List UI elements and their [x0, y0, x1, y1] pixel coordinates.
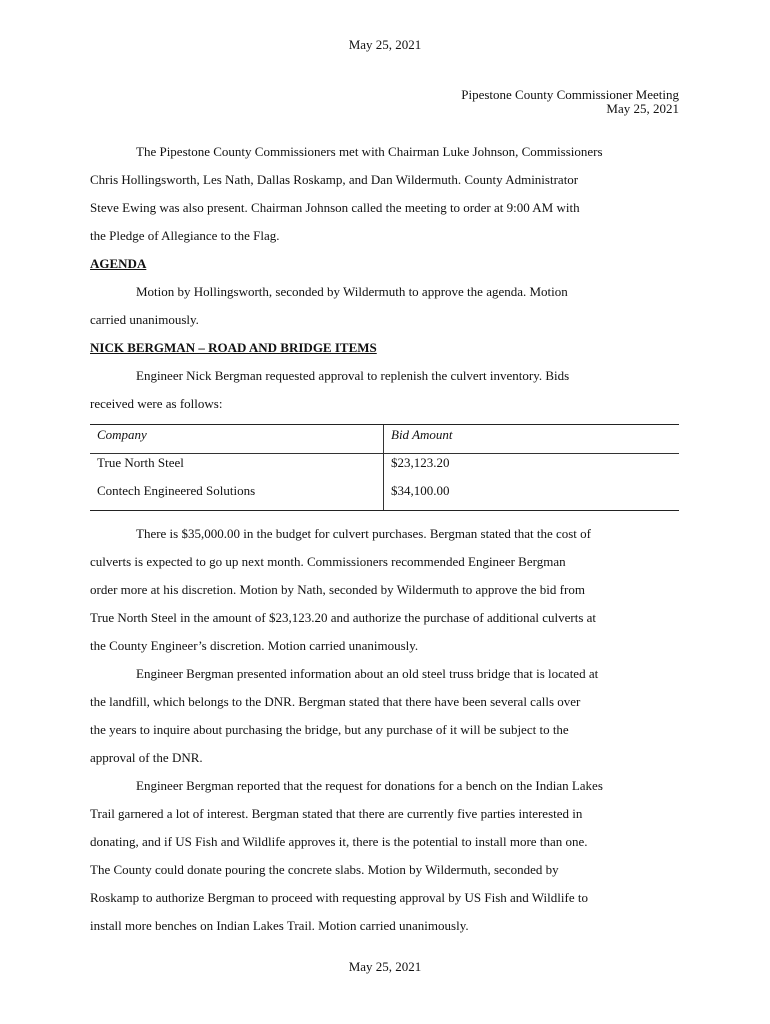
table-cell-company: Contech Engineered Solutions — [97, 483, 256, 498]
meeting-date: May 25, 2021 — [606, 101, 679, 116]
bids-table — [90, 424, 679, 511]
table-header-divider — [90, 453, 679, 454]
bench-paragraph-line: Trail garnered a lot of interest. Bergman stated that there are currently five parties interested in — [90, 806, 583, 821]
agenda-line: Motion by Hollingsworth, seconded by Wildermuth to approve the agenda. Motion — [136, 284, 568, 299]
culvert-paragraph-line: the County Engineer’s discretion. Motion carried unanimously. — [90, 638, 419, 653]
bench-paragraph-line: Engineer Bergman reported that the request for donations for a bench on the Indian Lakes — [136, 778, 603, 793]
road-bridge-heading: NICK BERGMAN – ROAD AND BRIDGE ITEMS — [90, 340, 377, 355]
meeting-title-block — [461, 88, 679, 116]
culvert-paragraph-line: culverts is expected to go up next month. Commissioners recommended Engineer Bergman — [90, 554, 566, 569]
bench-paragraph-line: install more benches on Indian Lakes Trail. Motion carried unanimously. — [90, 918, 469, 933]
table-cell-bid: $34,100.00 — [391, 483, 450, 498]
table-header-company: Company — [97, 427, 147, 442]
bench-paragraph-line: donating, and if US Fish and Wildlife approves it, there is the potential to install more than one. — [90, 834, 588, 849]
table-cell-bid: $23,123.20 — [391, 455, 450, 470]
bench-paragraph-line: Roskamp to authorize Bergman to proceed with requesting approval by US Fish and Wildlife to — [90, 890, 588, 905]
intro-line: The Pipestone County Commissioners met with Chairman Luke Johnson, Commissioners — [136, 144, 603, 159]
agenda-line: carried unanimously. — [90, 312, 199, 327]
table-column-divider — [383, 425, 384, 510]
road-bridge-intro-line: Engineer Nick Bergman requested approval to replenish the culvert inventory. Bids — [136, 368, 570, 383]
table-header-bid-amount: Bid Amount — [391, 427, 453, 442]
bridge-paragraph-line: the landfill, which belongs to the DNR. Bergman stated that there have been several calls over — [90, 694, 581, 709]
intro-line: Steve Ewing was also present. Chairman Johnson called the meeting to order at 9:00 AM with — [90, 200, 580, 215]
agenda-heading: AGENDA — [90, 256, 147, 271]
intro-line: the Pledge of Allegiance to the Flag. — [90, 228, 280, 243]
culvert-paragraph-line: There is $35,000.00 in the budget for culvert purchases. Bergman stated that the cost of — [136, 526, 591, 541]
page-footer-date: May 25, 2021 — [348, 959, 422, 974]
road-bridge-intro-line: received were as follows: — [90, 396, 223, 411]
intro-line: Chris Hollingsworth, Les Nath, Dallas Roskamp, and Dan Wildermuth. County Administrator — [90, 172, 579, 187]
culvert-paragraph-line: order more at his discretion. Motion by Nath, seconded by Wildermuth to approve the bid from — [90, 582, 585, 597]
meeting-title: Pipestone County Commissioner Meeting — [461, 87, 679, 102]
table-cell-company: True North Steel — [97, 455, 184, 470]
page-header-date: May 25, 2021 — [348, 37, 422, 52]
bridge-paragraph-line: approval of the DNR. — [90, 750, 203, 765]
culvert-paragraph-line: True North Steel in the amount of $23,123.20 and authorize the purchase of additional culverts at — [90, 610, 597, 625]
bridge-paragraph-line: the years to inquire about purchasing the bridge, but any purchase of it will be subject to the — [90, 722, 569, 737]
bridge-paragraph-line: Engineer Bergman presented information about an old steel truss bridge that is located at — [136, 666, 599, 681]
bench-paragraph-line: The County could donate pouring the concrete slabs. Motion by Wildermuth, seconded by — [90, 862, 559, 877]
